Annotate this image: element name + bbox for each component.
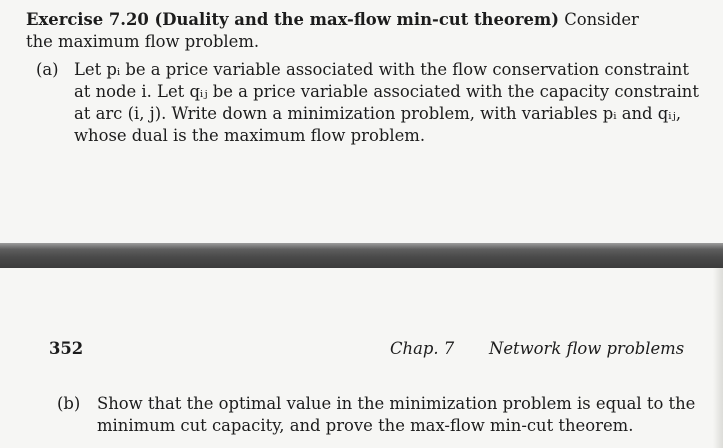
part-a-text	[74, 59, 699, 147]
exercise-heading-block	[26, 9, 706, 53]
chapter-label: Chap. 7	[390, 339, 455, 358]
part-b-line: minimum cut capacity, and prove the max-flow min-cut theorem.	[97, 416, 634, 435]
running-head	[49, 339, 689, 361]
exercise-heading: Exercise 7.20 (Duality and the max-flow min-cut theorem)	[26, 10, 559, 29]
exercise-intro-tail: Consider	[564, 10, 639, 29]
part-a-line: at arc (i, j). Write down a minimization problem, with variables pᵢ and qᵢⱼ,	[74, 104, 682, 123]
page-gap-bar	[0, 243, 723, 268]
exercise-intro-line2: the maximum flow problem.	[26, 32, 260, 51]
part-a-label: (a)	[36, 60, 59, 79]
part-a-line: whose dual is the maximum flow problem.	[74, 126, 426, 145]
part-a-line: Let pᵢ be a price variable associated with the flow conservation constraint	[74, 60, 689, 79]
part-b-label: (b)	[57, 394, 81, 413]
page-number: 352	[49, 339, 84, 358]
part-b-line: Show that the optimal value in the minimization problem is equal to the	[97, 394, 696, 413]
part-a-line: at node i. Let qᵢⱼ be a price variable associated with the capacity constraint	[74, 82, 699, 101]
part-b-text	[97, 393, 717, 437]
chapter-title: Network flow problems	[489, 339, 685, 358]
